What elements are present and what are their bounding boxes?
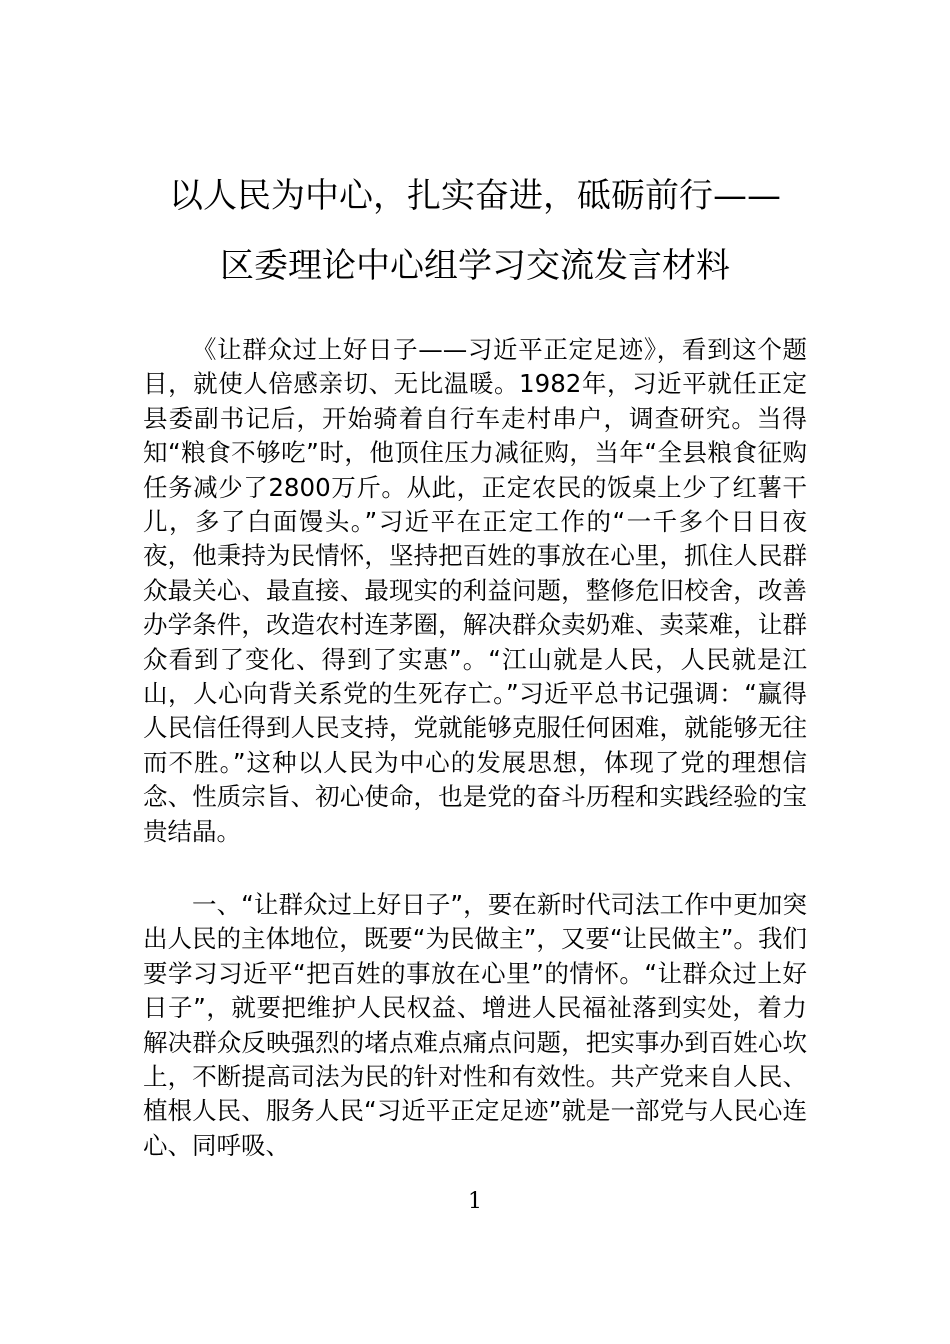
body-paragraph-1: 《让群众过上好日子——习近平正定足迹》，看到这个题目，就使人倍感亲切、无比温暖。1982年，习近平就任正定县委副书记后，开始骑着自行车走村串户，调查研究。当得知“粮食不够吃”时，他顶住压力减征购，当年“全县粮食征购任务减少了2800万斤。从此，正定农民的饭桌上少了红薯干儿，多了白面馒头。”习近平在正定工作的“一千多个日日夜夜，他秉持为民情怀，坚持把百姓的事放在心里，抓住人民群众最关心、最直接、最现实的利益问题，整修危旧校舍，改善办学条件，改造农村连茅圈，解决群众卖奶难、卖菜难，让群众看到了变化、得到了实惠”。“江山就是人民，人民就是江山，人心向背关系党的生死存亡。”习近平总书记强调：“赢得人民信任得到人民支持，党就能够克服任何困难，就能够无往而不胜。”这种以人民为中心的发展思想，体现了党的理想信念、性质宗旨、初心使命，也是党的奋斗历程和实践经验的宝贵结晶。	[143, 335, 807, 846]
page-number: 1	[468, 1189, 482, 1214]
document-title-line-1: 以人民为中心，扎实奋进，砥砺前行——	[169, 176, 781, 216]
body-paragraph-2: 一、“让群众过上好日子”，要在新时代司法工作中更加突出人民的主体地位，既要“为民做主”，又要“让民做主”。我们要学习习近平“把百姓的事放在心里”的情怀。“让群众过上好日子”，就要把维护人民权益、增进人民福祉落到实处，着力解决群众反映强烈的堵点难点痛点问题，把实事办到百姓心坎上，不断提高司法为民的针对性和有效性。共产党来自人民、植根人民、服务人民“习近平正定足迹”就是一部党与人民心连心、同呼吸、	[143, 890, 807, 1160]
document-title-line-2: 区委理论中心组学习交流发言材料	[220, 246, 730, 286]
